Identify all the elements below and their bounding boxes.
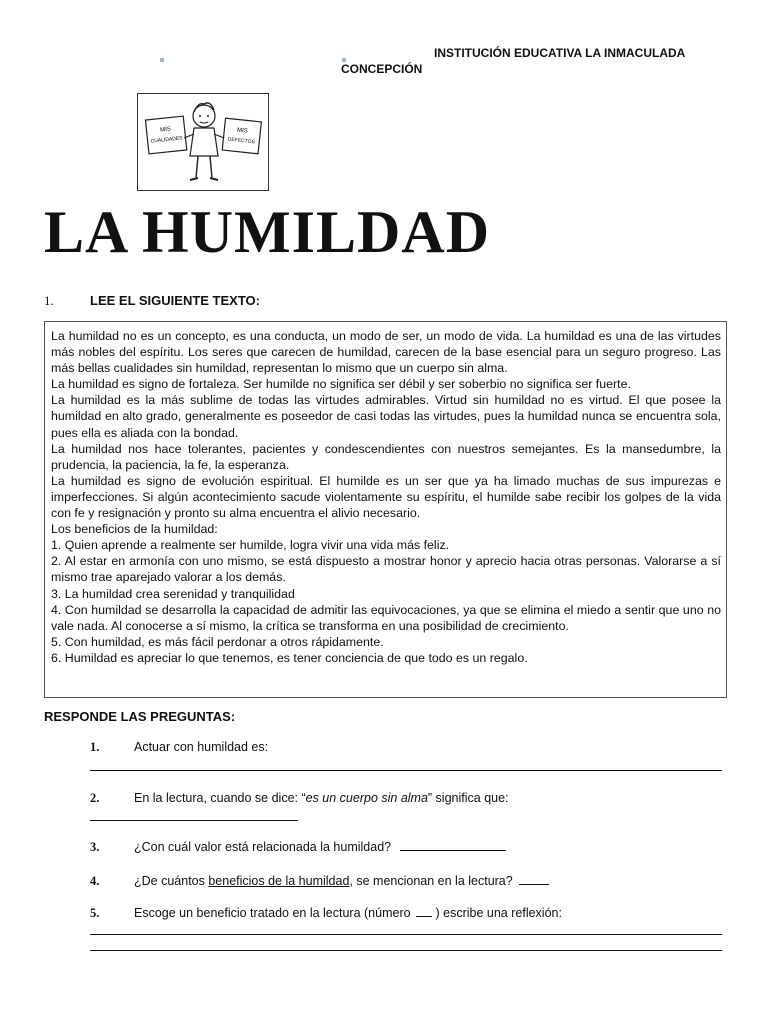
benefits-heading: Los beneficios de la humildad:	[51, 522, 218, 537]
quoted-phrase: es un cuerpo sin alma	[305, 791, 428, 805]
right-box-label-2: DEFECTOS	[227, 136, 256, 146]
answer-line-2[interactable]	[90, 820, 298, 821]
reading-paragraph: La humildad es signo de fortaleza. Ser humilde no significa ser débil y ser soberbio no significa ser fuerte.	[51, 377, 631, 392]
right-box-label-1: MIS	[236, 127, 248, 135]
left-box-label-1: MIS	[159, 126, 172, 134]
question-number: 2.	[90, 791, 100, 805]
questions-heading: RESPONDE LAS PREGUNTAS:	[44, 709, 236, 724]
question-text: ¿De cuántos	[134, 874, 209, 888]
question-text: Actuar con humildad es:	[134, 740, 269, 754]
benefit-item: 6. Humildad es apreciar lo que tenemos, es tener conciencia de que todo es un regalo.	[51, 650, 528, 665]
question-text-end: ) escribe una reflexión:	[432, 906, 562, 920]
question-text-end: ” significa que:	[427, 791, 509, 805]
underlined-phrase: beneficios de la humildad	[208, 874, 350, 888]
section-label: LEE EL SIGUIENTE TEXTO:	[90, 293, 260, 308]
benefit-item: 1. Quien aprende a realmente ser humilde, logra vivir una vida más feliz.	[51, 538, 450, 553]
number-blank-5[interactable]	[416, 905, 432, 917]
page-title: LA HUMILDAD	[44, 199, 491, 265]
question-text: ¿Con cuál valor está relacionada la humildad?	[134, 840, 392, 854]
left-box-label-2: CUALIDADES	[150, 135, 183, 145]
question-number: 3.	[90, 840, 100, 854]
benefit-item: 5. Con humildad, es más fácil perdonar a otros rápidamente.	[51, 634, 384, 649]
question-text: En la lectura, cuando se dice: “	[134, 791, 306, 805]
decorative-mark	[160, 58, 164, 62]
section-1-heading	[44, 293, 260, 309]
character-holding-boxes-illustration	[138, 94, 268, 190]
question-3	[90, 839, 506, 855]
question-text: Escoge un beneficio tratado en la lectura (número	[134, 906, 415, 920]
question-number: 1.	[90, 740, 100, 754]
question-number: 4.	[90, 874, 100, 888]
section-number: 1.	[44, 293, 54, 308]
question-2	[90, 791, 509, 806]
institution-header	[341, 45, 721, 77]
answer-blank-4[interactable]	[519, 873, 549, 885]
benefit-item: 2. Al estar en armonía con uno mismo, se está dispuesto a mostrar honor y aprecio hacia otras personas. Valorarse a sí mismo trae aparejado valorar a los demás.	[51, 554, 721, 585]
answer-line-5b[interactable]	[90, 950, 722, 951]
humility-illustration	[137, 93, 269, 191]
question-number: 5.	[90, 906, 100, 920]
question-text-end: , se mencionan en la lectura?	[349, 874, 513, 888]
answer-line-5a[interactable]	[90, 934, 722, 935]
answer-line-1[interactable]	[90, 770, 722, 771]
reading-paragraph: La humildad es signo de evolución espiritual. El humilde es un ser que ya ha limado muchas de sus impurezas e imperfecciones. Si algún acontecimiento sacude violentamente su espíritu, el humilde sabe recibir los golpes de la vida con fe y resignación y pronto su alma encuentra el alivio necesario.	[51, 473, 721, 521]
question-5	[90, 905, 562, 921]
answer-blank-3[interactable]	[400, 839, 506, 851]
reading-paragraph: La humildad es la más sublime de todas las virtudes admirables. Virtud sin humildad no es virtud. El que posee la humildad en alto grado, generalmente es poseedor de casi todas las virtudes, pues la humildad nunca se encuentra sola, pues ella es aliada con la bondad.	[51, 393, 721, 440]
institution-line-2: CONCEPCIÓN	[341, 62, 423, 76]
reading-text-box	[44, 321, 727, 698]
question-1	[90, 740, 268, 755]
reading-paragraph: La humildad nos hace tolerantes, pacientes y condescendientes con nuestros semejantes. Es la mansedumbre, la prudencia, la paciencia, la fe, la esperanza.	[51, 441, 721, 472]
question-4	[90, 873, 549, 889]
benefit-item: 4. Con humildad se desarrolla la capacidad de admitir las equivocaciones, ya que se elimina el miedo a sentir que uno no vale nada. Al conocerse a sí mismo, la crítica se transforma en una posibilidad de crecimiento.	[51, 602, 721, 633]
institution-line-1: INSTITUCIÓN EDUCATIVA LA INMACULADA	[434, 46, 686, 60]
reading-paragraph: La humildad no es un concepto, es una conducta, un modo de ser, un modo de vida. La humildad es una de las virtudes más nobles del espíritu. Los seres que carecen de humildad, carecen de la base esencial para un seguro progreso. Las más bellas cualidades sin humildad, representan lo mismo que un cuerpo sin alma.	[51, 329, 721, 376]
benefit-item: 3. La humildad crea serenidad y tranquilidad	[51, 586, 295, 601]
